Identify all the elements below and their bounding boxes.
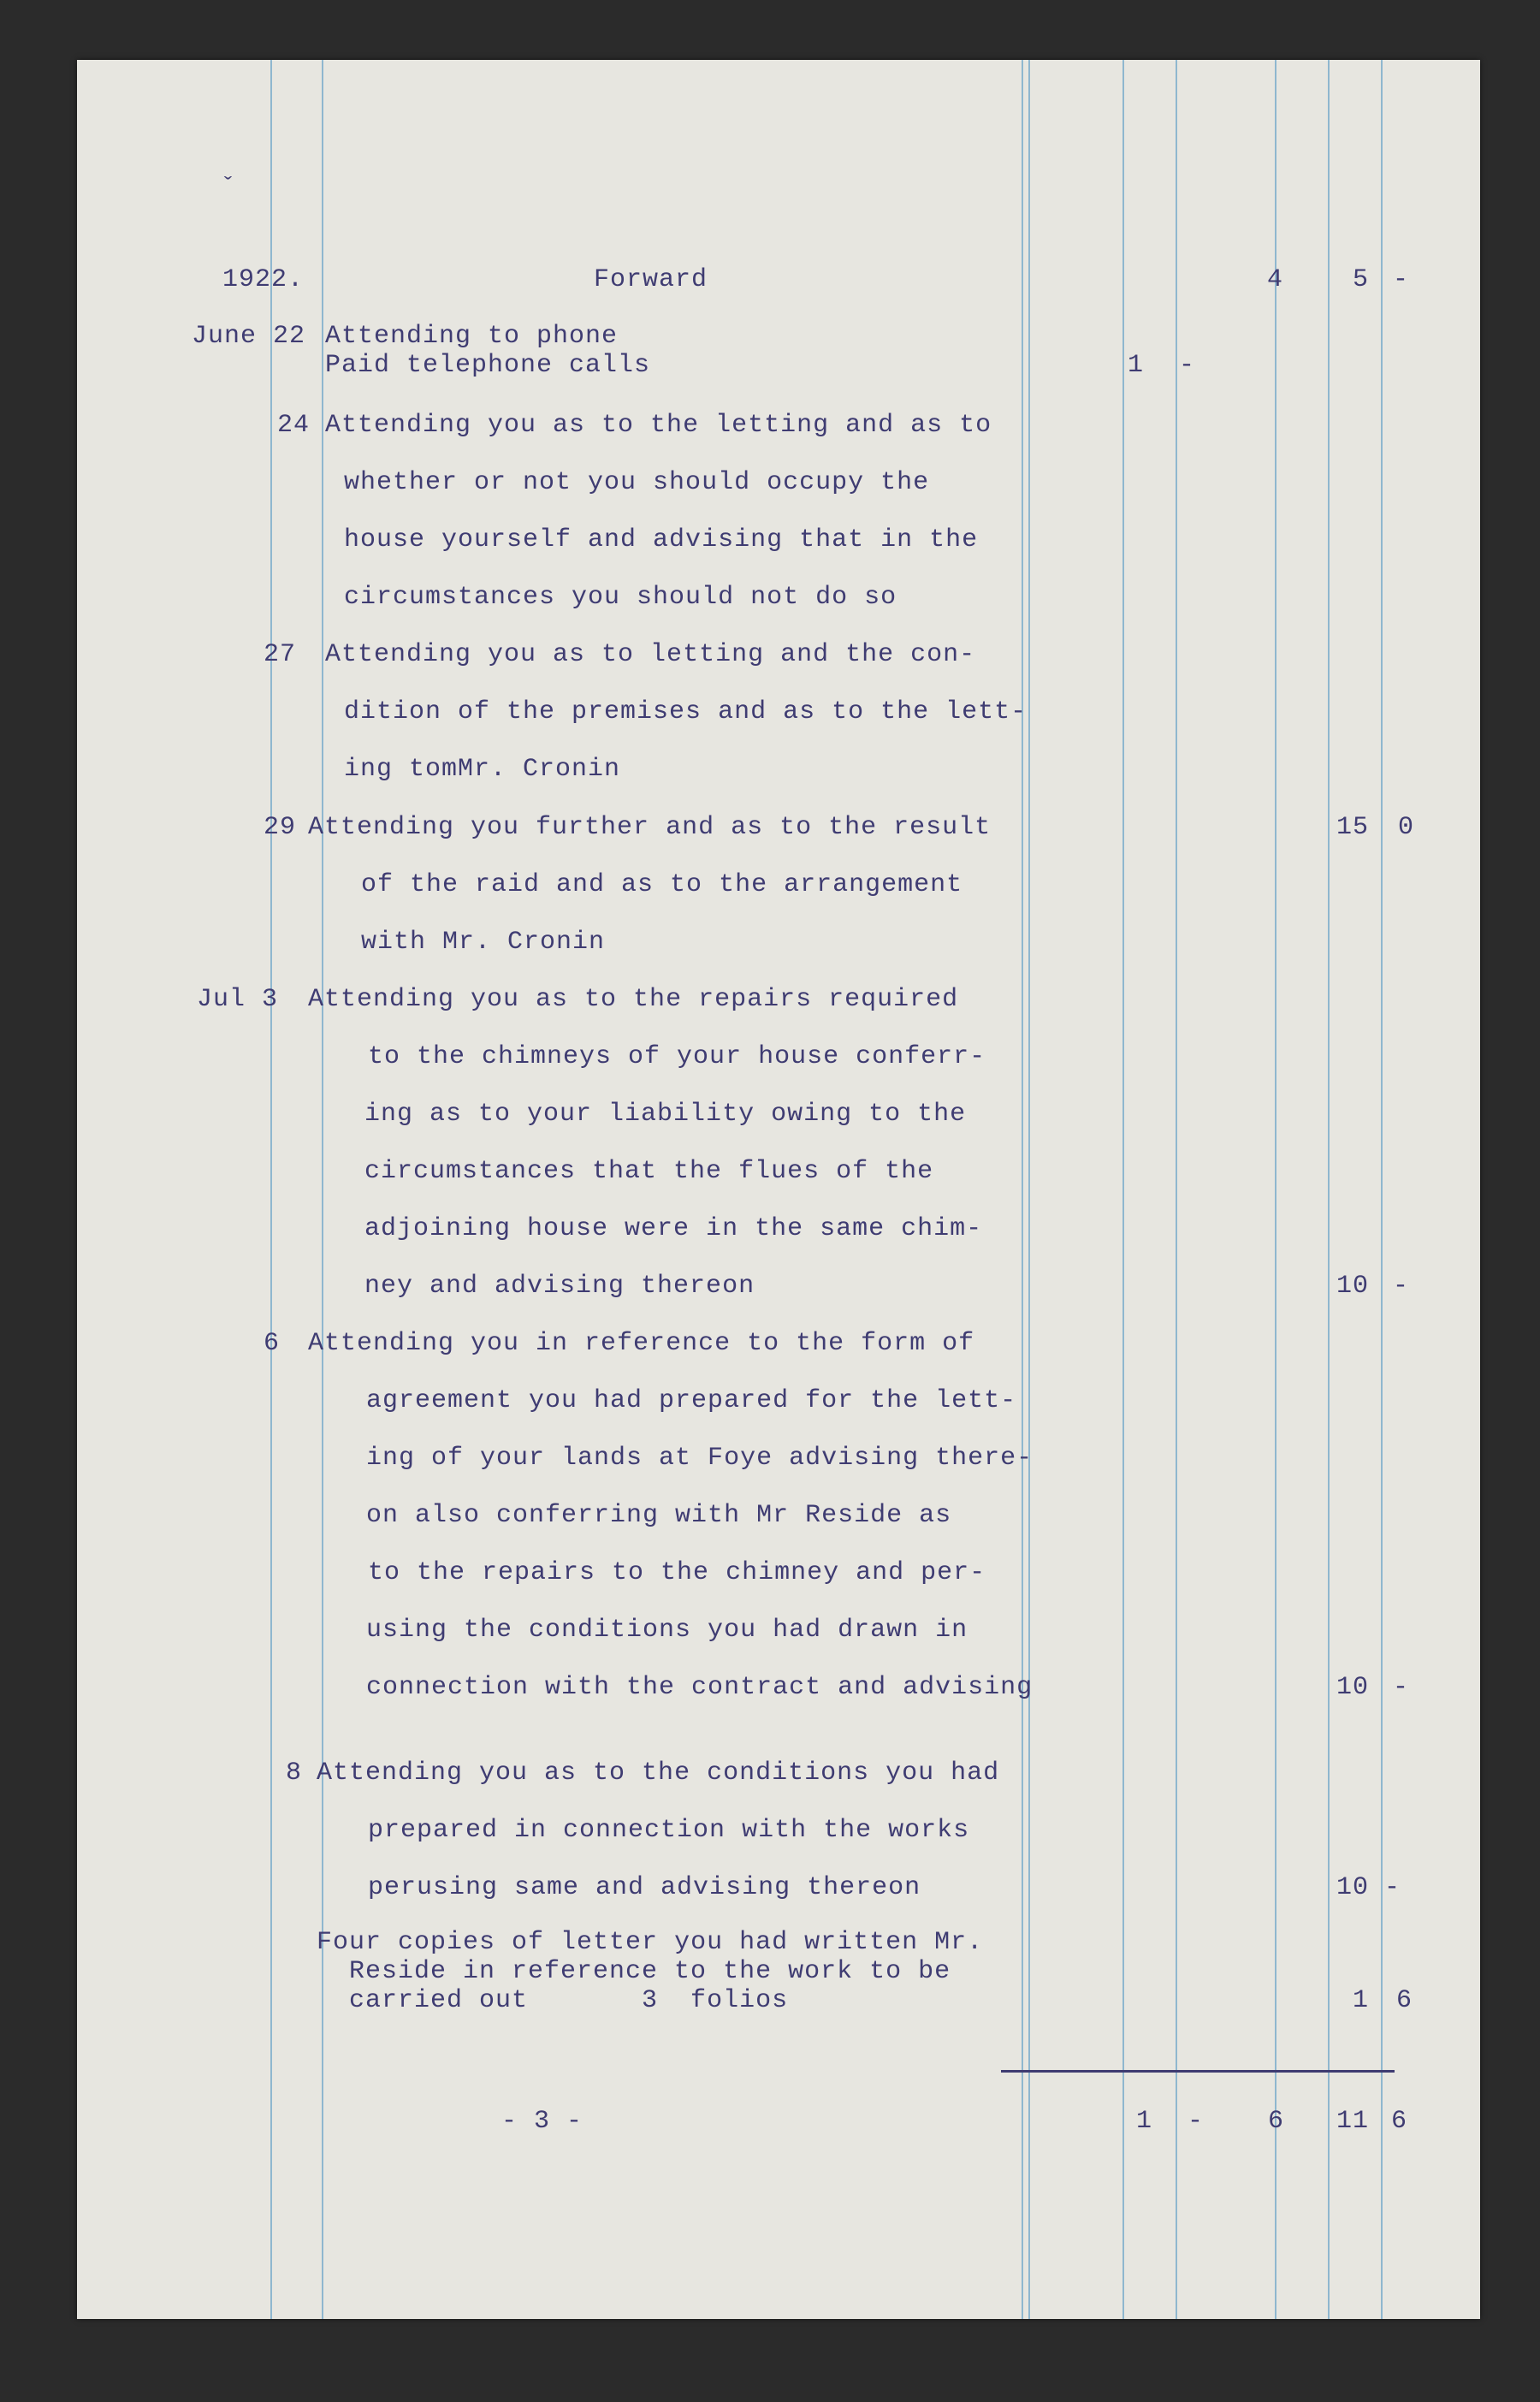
entry-date: 27: [264, 640, 297, 669]
entry-amount: 6: [1396, 1986, 1413, 2015]
total-amount: 11: [1336, 2107, 1369, 2136]
entry-amount: 1: [1352, 1986, 1369, 2015]
ruled-line: [270, 60, 272, 2319]
ruled-line: [1381, 60, 1383, 2319]
entry-line: Attending you in reference to the form of: [308, 1329, 975, 1358]
entry-line: circumstances that the flues of the: [364, 1157, 934, 1186]
forward-amount-pence: -: [1393, 265, 1410, 294]
forward-amount-pounds: 4: [1266, 265, 1283, 294]
ruled-line: [322, 60, 323, 2319]
ruled-line: [1122, 60, 1124, 2319]
entry-line: Attending to phone: [325, 322, 619, 351]
entry-line: connection with the contract and advising: [366, 1673, 1034, 1702]
entry-line: perusing same and advising thereon: [368, 1873, 921, 1902]
entry-amount: 1: [1128, 351, 1145, 380]
entry-date: 29: [264, 813, 297, 842]
entry-amount: -: [1384, 1873, 1401, 1902]
entry-line: Attending you as to the conditions you had: [317, 1759, 1000, 1788]
page-number: - 3 -: [501, 2107, 583, 2136]
year: 1922.: [222, 265, 305, 294]
entry-line: with Mr. Cronin: [361, 928, 606, 957]
pencil-mark: ˇ: [221, 175, 235, 201]
entry-date: June 22: [192, 322, 306, 351]
entry-line: on also conferring with Mr Reside as: [366, 1501, 952, 1530]
ruled-line: [1028, 60, 1030, 2319]
entry-line: ney and advising thereon: [364, 1272, 755, 1301]
ruled-line: [1275, 60, 1276, 2319]
entry-line: whether or not you should occupy the: [344, 468, 930, 497]
total-rule: [1001, 2070, 1395, 2073]
entry-line: ing as to your liability owing to the: [364, 1100, 967, 1129]
entry-line: Attending you as to the repairs required: [308, 985, 959, 1014]
entry-line: to the chimneys of your house conferr-: [368, 1042, 986, 1071]
entry-date: Jul 3: [197, 985, 279, 1014]
entry-amount: -: [1179, 351, 1196, 380]
entry-line: prepared in connection with the works: [368, 1816, 970, 1845]
entry-line: dition of the premises and as to the lett-: [344, 697, 1028, 727]
entry-amount: -: [1393, 1272, 1410, 1301]
entry-line: Attending you further and as to the result: [308, 813, 992, 842]
entry-line: Reside in reference to the work to be: [349, 1957, 951, 1986]
total-amount: 1: [1136, 2107, 1153, 2136]
entry-date: 24: [277, 411, 311, 440]
forward-title: Forward: [594, 265, 708, 294]
entry-amount: 10: [1336, 1873, 1369, 1902]
entry-line: ing tomMr. Cronin: [344, 755, 621, 784]
ruled-line: [1176, 60, 1177, 2319]
entry-line: house yourself and advising that in the: [344, 525, 979, 555]
entry-line: to the repairs to the chimney and per-: [368, 1558, 986, 1587]
entry-line: Four copies of letter you had written Mr.: [317, 1928, 984, 1957]
entry-line: circumstances you should not do so: [344, 583, 897, 612]
entry-amount: 0: [1398, 813, 1415, 842]
entry-date: 6: [264, 1329, 281, 1358]
entry-line: ing of your lands at Foye advising there-: [366, 1444, 1034, 1473]
total-amount: 6: [1391, 2107, 1408, 2136]
entry-amount: -: [1393, 1673, 1410, 1702]
forward-amount-shillings: 5: [1352, 265, 1369, 294]
entry-line: Paid telephone calls: [325, 351, 651, 380]
entry-line: agreement you had prepared for the lett-: [366, 1386, 1017, 1415]
entry-line: using the conditions you had drawn in: [366, 1616, 968, 1645]
entry-line: adjoining house were in the same chim-: [364, 1214, 983, 1243]
entry-amount: 10: [1336, 1272, 1369, 1301]
entry-line: Attending you as to the letting and as to: [325, 411, 992, 440]
entry-line: carried out 3 folios: [349, 1986, 789, 2015]
ledger-page: [77, 60, 1480, 2319]
entry-line: Attending you as to letting and the con-: [325, 640, 976, 669]
entry-date: 8: [286, 1759, 303, 1788]
entry-line: of the raid and as to the arrangement: [361, 870, 963, 899]
total-amount: 6: [1268, 2107, 1285, 2136]
ruled-line: [1328, 60, 1330, 2319]
ruled-line: [1022, 60, 1023, 2319]
entry-amount: 15: [1336, 813, 1369, 842]
total-amount: -: [1188, 2107, 1205, 2136]
entry-amount: 10: [1336, 1673, 1369, 1702]
